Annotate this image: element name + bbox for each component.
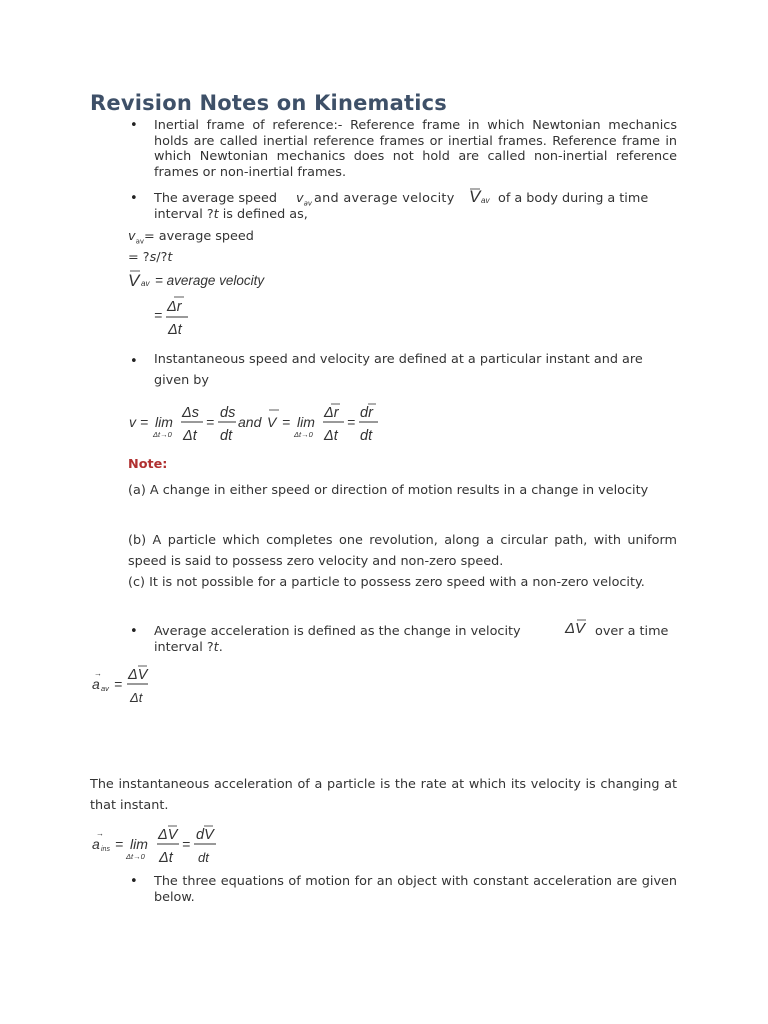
bullet-dot: •: [130, 624, 138, 639]
svg-text:Δr: Δr: [167, 299, 182, 315]
vector-arrow: →: [96, 829, 104, 838]
svg-text:dt: dt: [360, 428, 373, 444]
note-item-b: (b) A particle which completes one revolution, along a circular path, with uniform speed is said to possess zero velocity and non-zero speed.: [128, 533, 677, 569]
svg-text:a: a: [92, 676, 100, 692]
svg-text:ds: ds: [220, 405, 236, 421]
svg-text:Δt: Δt: [159, 850, 173, 866]
svg-text:av: av: [101, 684, 109, 693]
instantaneous-paragraph: Instantaneous speed and velocity are defined at a particular instant and are given by: [154, 352, 643, 388]
vector-arrow: →: [94, 669, 102, 678]
svg-text:dt: dt: [198, 850, 209, 865]
svg-text:Δt: Δt: [168, 322, 182, 338]
svg-text:av: av: [481, 196, 490, 205]
velocity-fraction: [152, 294, 202, 340]
note-item-a: (a) A change in either speed or direction of motion results in a change in velocity: [128, 483, 649, 498]
inertial-frame-paragraph: Inertial frame of reference:- Reference frame in which Newtonian mechanics holds are called inertial reference frames or inertial frames. Reference frame in which Newtonian mechanics does not hold are called non-inertial reference frames or non-inertial frames.: [154, 118, 677, 180]
svg-text:= average velocity: = average velocity: [155, 273, 265, 288]
equations-of-motion-paragraph: The three equations of motion for an object with constant acceleration are given below.: [154, 874, 677, 905]
bullet-dot: •: [130, 354, 138, 369]
svg-text:V: V: [469, 187, 481, 206]
avg-velocity-symbol: [468, 186, 498, 208]
svg-text:=: =: [182, 836, 191, 852]
svg-text:Δt: Δt: [183, 428, 197, 444]
instantaneous-acceleration-formula: [90, 822, 230, 868]
svg-text:lim: lim: [297, 414, 315, 430]
svg-text:Δt→0: Δt→0: [126, 852, 145, 861]
bullet-dot: •: [130, 118, 138, 133]
svg-text:Δt: Δt: [130, 690, 143, 705]
svg-text:V: V: [267, 414, 277, 430]
svg-text:lim: lim: [130, 836, 148, 852]
average-speed-definition: $v_{av}=$ average speed: [128, 229, 254, 246]
avg-speed-text: The average speed: [154, 191, 277, 206]
svg-text:=: =: [206, 414, 215, 430]
svg-text:V: V: [575, 620, 586, 637]
delta-v-symbol: [564, 616, 592, 638]
svg-text:a: a: [92, 836, 100, 852]
bullet-dot: •: [130, 191, 138, 206]
svg-text:Δr: Δr: [324, 405, 339, 421]
instantaneous-formula: [128, 400, 388, 446]
svg-text:ins: ins: [101, 846, 110, 853]
instantaneous-acceleration-paragraph: The instantaneous acceleration of a particle is the rate at which its velocity is changing at that instant.: [90, 777, 677, 813]
page-title: Revision Notes on Kinematics: [90, 91, 447, 115]
svg-text:V: V: [128, 271, 140, 290]
svg-text:Δt→0: Δt→0: [294, 430, 313, 439]
svg-text:=: =: [347, 414, 356, 430]
avg-accel-tail: over a time: [595, 624, 669, 639]
svg-text:Δt→0: Δt→0: [153, 430, 172, 439]
svg-text:Δt: Δt: [324, 428, 338, 444]
avg-velocity-text: and average velocity: [314, 191, 455, 206]
svg-text:ΔV: ΔV: [158, 827, 178, 843]
svg-text:=: =: [154, 307, 163, 323]
speed-ratio: = ?s/?t: [128, 250, 173, 265]
svg-text:lim: lim: [155, 414, 173, 430]
svg-text:and: and: [238, 414, 262, 430]
bullet-dot: •: [130, 874, 138, 889]
svg-text:Δ: Δ: [565, 620, 576, 637]
svg-text:ΔV: ΔV: [128, 667, 148, 683]
svg-text:=: =: [114, 676, 123, 692]
average-velocity-definition: [127, 266, 307, 294]
svg-text:dt: dt: [220, 428, 233, 444]
average-acceleration-formula: [90, 662, 160, 708]
svg-text:=: =: [282, 414, 291, 430]
svg-text:v: v: [129, 414, 136, 430]
svg-text:av: av: [141, 279, 150, 288]
time-interval-line: interval ?t is defined as,: [154, 207, 308, 222]
avg-velocity-tail: of a body during a time: [498, 191, 649, 206]
avg-accel-text: Average acceleration is defined as the change in velocity: [154, 624, 521, 639]
note-heading: Note:: [128, 457, 168, 472]
accel-interval-line: interval ?t.: [154, 640, 223, 655]
svg-text:dr: dr: [360, 405, 373, 421]
svg-text:=: =: [115, 836, 124, 852]
note-item-c: (c) It is not possible for a particle to possess zero speed with a non-zero velocity.: [128, 575, 645, 590]
svg-text:=: =: [140, 414, 149, 430]
svg-text:dV: dV: [196, 827, 214, 843]
avg-speed-symbol: $v_{av}$: [296, 191, 313, 208]
svg-text:Δs: Δs: [182, 405, 199, 421]
average-acceleration-line: [154, 620, 677, 642]
